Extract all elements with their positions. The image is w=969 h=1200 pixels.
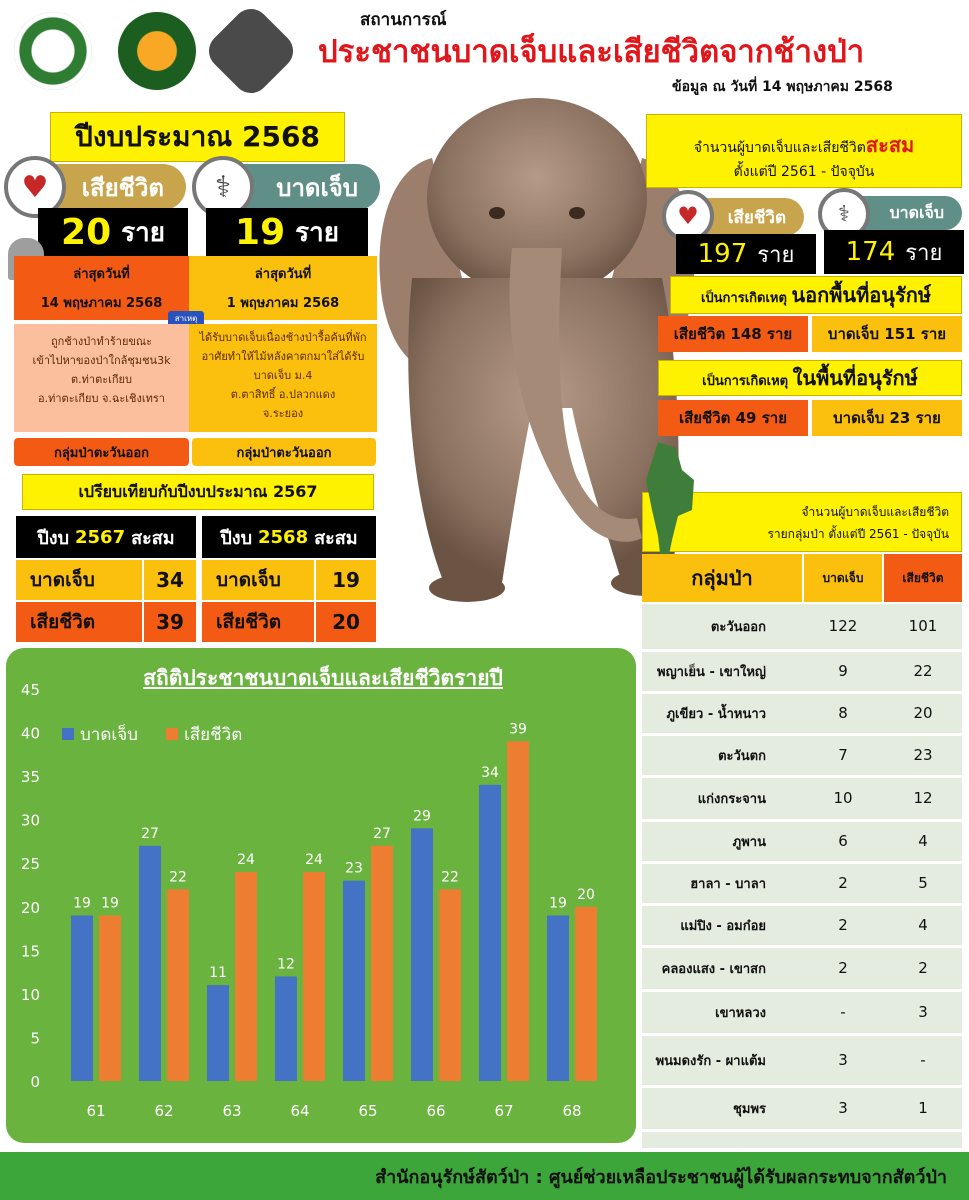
bar-chart (6, 648, 636, 1143)
death-bar (167, 889, 189, 1081)
x-tick-label: 65 (358, 1102, 378, 1120)
data-label: 12 (277, 956, 295, 973)
injury-count-box (206, 208, 368, 256)
outside-area-label (670, 276, 962, 314)
y-tick-label: 15 (20, 942, 40, 961)
forest-injury-cell: 7 (802, 734, 884, 776)
death-bar (99, 915, 121, 1081)
injury-note-line: ได้รับบาดเจ็บเนื่องช้างป่ารื้อค้นที่พัก (199, 331, 367, 344)
forest-table-row (642, 862, 962, 904)
col1-year: 2567 (75, 526, 126, 548)
forest-table-header-injury: บาดเจ็บ (804, 554, 882, 602)
outside-death: เสียชีวิต 148 ราย (658, 316, 808, 352)
heart-icon: ♥ (662, 190, 714, 242)
injury-label: บาดเจ็บ (276, 173, 358, 202)
death-note-line: ถูกช้างป่าทำร้ายขณะ (50, 335, 153, 348)
footer (0, 1152, 969, 1200)
forest-name-cell: เขาหลวง (642, 990, 802, 1034)
forest-table-row (642, 776, 962, 820)
x-tick-label: 66 (426, 1102, 446, 1120)
inside-death: เสียชีวิต 49 ราย (658, 400, 808, 436)
forest-name-cell: ภูพาน (642, 820, 802, 862)
outside-label-a: เป็นการเกิดเหตุ (700, 291, 787, 306)
outside-label-b: นอกพื้นที่อนุรักษ์ (791, 283, 932, 307)
injury-note-line: อาศัยทำให้ไม้หลังคาตกมาใส่ได้รับ (201, 350, 365, 363)
death-latest-box (14, 256, 189, 320)
death-note-line: ต.ท่าตะเกียบ (71, 373, 132, 386)
y-tick-label: 20 (20, 898, 40, 917)
y-tick-label: 35 (20, 768, 40, 787)
data-label: 39 (509, 721, 527, 738)
outside-injury: บาดเจ็บ 151 ราย (812, 316, 962, 352)
forest-death-cell: 22 (884, 650, 962, 692)
col2-suffix: สะสม (314, 527, 358, 549)
legend-swatch (62, 728, 74, 740)
x-tick-label: 63 (222, 1102, 242, 1120)
y-tick-label: 45 (20, 681, 40, 699)
compare-col2-header (202, 516, 376, 558)
y-tick-label: 30 (20, 811, 40, 830)
injury-unit: ราย (295, 217, 339, 248)
forest-death-cell: 1 (884, 1086, 962, 1130)
injury-note-line: ต.ตาสิทธิ์ อ.ปลวกแดง (230, 388, 336, 401)
data-label: 29 (413, 808, 431, 825)
doctor-icon: ⚕ (818, 188, 870, 240)
y-tick-label: 25 (20, 855, 40, 874)
heart-icon: ♥ (4, 156, 66, 218)
forest-table-row (642, 1086, 962, 1130)
forest-table-row (642, 1034, 962, 1086)
forest-name-cell: พญาเย็น - เขาใหญ่ (642, 650, 802, 692)
elephant-help-center-logo (202, 2, 301, 101)
forest-name-cell: ฮาลา - บาลา (642, 862, 802, 904)
forest-death-cell: 12 (884, 776, 962, 820)
data-label: 24 (237, 851, 255, 868)
x-tick-label: 62 (154, 1102, 174, 1120)
forest-table-header-group: กลุ่มป่า (642, 554, 802, 602)
forest-death-cell: 2 (884, 946, 962, 990)
forest-table-title-line1: จำนวนผู้บาดเจ็บและเสียชีวิต (801, 505, 949, 519)
forest-injury-cell: 2 (802, 904, 884, 946)
y-tick-label: 5 (30, 1029, 40, 1048)
injury-latest-date: 1 พฤษภาคม 2568 (226, 296, 340, 311)
data-label: 19 (549, 895, 567, 912)
y-tick-label: 0 (30, 1073, 40, 1091)
data-label: 23 (345, 860, 363, 877)
forest-death-cell: - (884, 1034, 962, 1086)
death-note-box (14, 324, 189, 432)
forest-death-cell: 20 (884, 692, 962, 734)
death-count-box (38, 208, 188, 256)
budget-year-title: ปีงบประมาณ 2568 (50, 112, 345, 162)
injury-bar (71, 915, 93, 1081)
cause-tag: สาเหตุ (168, 311, 204, 327)
injury-bar (139, 846, 161, 1081)
compare-title: เปรียบเทียบกับปีงบประมาณ 2567 (22, 474, 374, 510)
death-unit: ราย (121, 217, 165, 248)
chart-title: สถิติประชาชนบาดเจ็บและเสียชีวิตรายปี (143, 666, 503, 690)
forest-death-cell: 3 (884, 990, 962, 1034)
legend-label: บาดเจ็บ (80, 725, 138, 745)
injury-bar (343, 881, 365, 1081)
doctor-icon: ⚕ (192, 156, 254, 218)
cumulative-title-line2: ตั้งแต่ปี 2561 - ปัจจุบัน (733, 164, 875, 180)
forest-table-body (642, 604, 962, 1148)
compare-2568-death-value: 20 (316, 602, 376, 642)
death-bar (235, 872, 257, 1081)
data-label: 27 (373, 825, 391, 842)
death-latest-date: 14 พฤษภาคม 2568 (40, 296, 163, 311)
col1-prefix: ปีงบ (37, 527, 69, 549)
forest-table-row (642, 734, 962, 776)
injury-bar (547, 915, 569, 1081)
forest-name-cell: แก่งกระจาน (642, 776, 802, 820)
data-label: 22 (441, 869, 459, 886)
injury-note-box (189, 324, 377, 432)
forest-injury-cell: 3 (802, 1086, 884, 1130)
injury-bar (411, 828, 433, 1081)
injury-latest-box (189, 256, 377, 320)
legend-label: เสียชีวิต (184, 725, 243, 745)
injury-bar (275, 976, 297, 1081)
compare-2567-death-label: เสียชีวิต (16, 602, 142, 642)
forest-injury-cell: 2 (802, 946, 884, 990)
injury-forest-group: กลุ่มป่าตะวันออก (192, 438, 376, 466)
injury-note-line: บาดเจ็บ ม.4 (253, 369, 313, 382)
compare-2568-injury-value: 19 (316, 560, 376, 600)
inside-label-b: ในพื้นที่อนุรักษ์ (792, 366, 918, 390)
forest-injury-cell: - (802, 990, 884, 1034)
cumulative-death-label: เสียชีวิต (727, 207, 786, 228)
forest-name-cell: ชุมพร (642, 1086, 802, 1130)
injury-latest-label: ล่าสุดวันที่ (254, 267, 312, 282)
forest-name-cell: ตะวันออก (642, 604, 802, 650)
header-subtitle: สถานการณ์ (360, 10, 447, 30)
forest-death-cell: 23 (884, 734, 962, 776)
cumulative-title-b: สะสม (865, 133, 915, 157)
data-label: 24 (305, 851, 323, 868)
death-bar (303, 872, 325, 1081)
data-label: 22 (169, 869, 187, 886)
compare-col1-header (16, 516, 196, 558)
data-label: 20 (577, 886, 595, 903)
forest-injury-cell: 2 (802, 862, 884, 904)
injury-count: 19 (235, 211, 286, 253)
death-count: 20 (61, 211, 112, 253)
inside-injury: บาดเจ็บ 23 ราย (812, 400, 962, 436)
compare-2568-death-label: เสียชีวิต (202, 602, 314, 642)
as-of-date: ข้อมูล ณ วันที่ 14 พฤษภาคม 2568 (672, 79, 893, 95)
y-tick-label: 10 (20, 985, 40, 1004)
forest-death-cell: 5 (884, 862, 962, 904)
forest-name-cell: ภูเขียว - น้ำหนาว (642, 692, 802, 734)
col1-suffix: สะสม (131, 527, 175, 549)
forest-table-row (642, 990, 962, 1034)
injury-bar (479, 785, 501, 1081)
compare-2567-death-value: 39 (144, 602, 196, 642)
cumulative-injury-box (824, 230, 964, 274)
injury-bar (207, 985, 229, 1081)
x-tick-label: 64 (290, 1102, 310, 1120)
forest-injury-cell: 10 (802, 776, 884, 820)
forest-injury-cell: 9 (802, 650, 884, 692)
y-tick-label: 40 (20, 724, 40, 743)
forest-name-cell: ตะวันตก (642, 734, 802, 776)
forest-table-row (642, 820, 962, 862)
forest-name-cell: แม่ปิง - อมก๋อย (642, 904, 802, 946)
inside-area-label (658, 360, 962, 396)
forest-injury-cell: 8 (802, 692, 884, 734)
cumulative-injury-unit: ราย (905, 240, 943, 266)
forest-table-row (642, 604, 962, 650)
data-label: 11 (209, 965, 227, 982)
cumulative-death-unit: ราย (757, 242, 795, 268)
injury-note-line: จ.ระยอง (262, 407, 304, 420)
forest-injury-cell: 122 (802, 604, 884, 650)
cumulative-title-a: จำนวนผู้บาดเจ็บและเสียชีวิต (693, 140, 866, 156)
forest-death-cell: 4 (884, 904, 962, 946)
cumulative-death-total: 197 (697, 239, 748, 269)
forest-table-header-death: เสียชีวิต (884, 554, 962, 602)
data-label: 34 (481, 764, 499, 781)
forest-name-cell: คลองแสง - เขาสก (642, 946, 802, 990)
forest-table (642, 604, 962, 1132)
compare-2568-injury-label: บาดเจ็บ (202, 560, 314, 600)
cumulative-death-box (676, 234, 816, 274)
death-note-line: เข้าไปหาของป่าใกล้ชุมชน3k (32, 354, 171, 367)
footer-text: สำนักอนุรักษ์สัตว์ป่า : ศูนย์ช่วยเหลือประชาชนผู้ได้รับผลกระทบจากสัตว์ป่า (375, 1166, 947, 1188)
header-title: ประชาชนบาดเจ็บและเสียชีวิตจากช้างป่า (318, 34, 865, 70)
compare-2567-injury-label: บาดเจ็บ (16, 560, 142, 600)
data-label: 19 (101, 895, 119, 912)
death-bar (371, 846, 393, 1081)
cumulative-injury-label: บาดเจ็บ (889, 202, 944, 222)
inside-label-a: เป็นการเกิดเหตุ (702, 374, 789, 389)
compare-2567-injury-value: 34 (144, 560, 196, 600)
legend-swatch (166, 728, 178, 740)
forest-table-row (642, 946, 962, 990)
department-logo (14, 12, 92, 90)
data-label: 27 (141, 825, 159, 842)
forest-injury-cell: 3 (802, 1034, 884, 1086)
death-bar (507, 741, 529, 1081)
col2-year: 2568 (258, 526, 309, 548)
forest-name-cell: พนมดงรัก - ผาแต้ม (642, 1034, 802, 1086)
x-tick-label: 67 (494, 1102, 514, 1120)
x-tick-label: 61 (86, 1102, 106, 1120)
x-tick-label: 68 (562, 1102, 582, 1120)
forest-death-cell: 101 (884, 604, 962, 650)
cumulative-title-box (646, 114, 962, 188)
death-forest-group: กลุ่มป่าตะวันออก (14, 438, 189, 466)
forest-table-row (642, 904, 962, 946)
death-note-line: อ.ท่าตะเกียบ จ.ฉะเชิงเทรา (38, 392, 165, 405)
data-label: 19 (73, 895, 91, 912)
death-latest-label: ล่าสุดวันที่ (73, 267, 130, 282)
col2-prefix: ปีงบ (220, 527, 252, 549)
death-label: เสียชีวิต (81, 173, 164, 202)
forest-injury-cell: 6 (802, 820, 884, 862)
death-bar (575, 907, 597, 1081)
forest-table-row (642, 650, 962, 692)
death-bar (439, 889, 461, 1081)
cumulative-injury-total: 174 (845, 237, 896, 267)
forest-table-title-line2: รายกลุ่มป่า ตั้งแต่ปี 2561 - ปัจจุบัน (767, 527, 949, 541)
forest-table-row (642, 692, 962, 734)
wildlife-conservation-office-logo (118, 12, 196, 90)
forest-death-cell: 4 (884, 820, 962, 862)
